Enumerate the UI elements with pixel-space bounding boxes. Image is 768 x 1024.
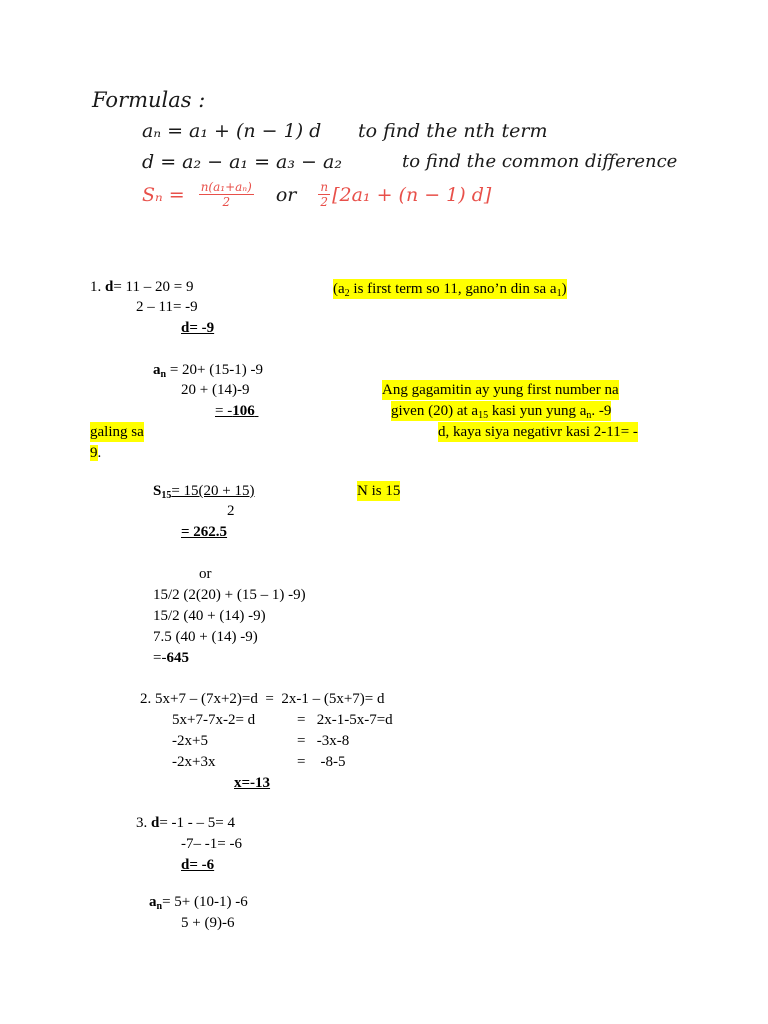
problem1-alt-result-value: 645 (166, 650, 189, 666)
problem1-alt-step1: 15/2 (2(20) + (15 – 1) -9) (153, 587, 306, 603)
sum-formula-fraction (199, 180, 254, 209)
problem2-line4-left: -2x+3x (172, 754, 216, 770)
problem1-note-line2-b: kasi yun yung a (488, 403, 587, 419)
problem2-line3-left: -2x+5 (172, 733, 208, 749)
problem1-note-line3-right: d, kaya siya negativr kasi 2-11= - (438, 424, 638, 440)
nth-term-formula: aₙ = a₁ + (n − 1) d (142, 120, 322, 142)
problem1-alt-step3: 7.5 (40 + (14) -9) (153, 629, 258, 645)
problem1-d-result: d= -9 (181, 320, 215, 336)
problem1-note-line1: Ang gagamitin ay yung first number na (382, 382, 619, 398)
problem2-line1: 2. 5x+7 – (7x+2)=d = 2x-1 – (5x+7)= d (140, 691, 385, 707)
problem1-an-subscript: n (160, 369, 167, 380)
problem3-d-expression: = -1 - – 5= 4 (159, 815, 236, 831)
sum-formula-or: or (275, 183, 297, 206)
problem1-note-line4-value: 9 (90, 445, 98, 461)
problem1-alt-result (153, 648, 189, 668)
problem2-line2-right: = 2x-1-5x-7=d (297, 712, 393, 728)
problem1-d-label: d (105, 279, 114, 295)
problem3-number: 3. (136, 815, 148, 831)
problem3-an-subscript: n (156, 901, 163, 912)
problem3-line1 (136, 813, 235, 833)
problem2-line4-right: = -8-5 (297, 754, 346, 770)
problem3-an-label: a (149, 894, 157, 910)
problem3-an-line (149, 892, 248, 912)
problem1-line1 (90, 277, 193, 297)
problem1-note-line2: given (20) at $a_{15}$ kasi yun yung $a_n$. -9 (391, 403, 612, 421)
problem3-an-step2: 5 + (9)-6 (181, 915, 235, 931)
problem1-s15-expression: = 15(20 + 15) (171, 483, 255, 499)
common-difference-formula: d = a₂ − a₁ = a₃ − a₂ (142, 151, 342, 173)
problem1-an-step2: 20 + (14)-9 (181, 382, 250, 398)
problem1-number: 1. (90, 279, 102, 295)
problem1-s15-line (153, 481, 255, 501)
problem1-s15-result: = 262.5 (181, 524, 228, 540)
problem3-d-label: d (151, 815, 160, 831)
problem1-note-line2-c: . -9 (591, 403, 612, 419)
problem3-d-result: d= -6 (181, 857, 215, 873)
problem1-note-line4-tail: . (97, 445, 102, 461)
problem1-alt-step2: 15/2 (40 + (14) -9) (153, 608, 266, 624)
sum-formula-alt-numerator: n (320, 180, 329, 194)
problem1-an-expression: = 20+ (15-1) -9 (166, 362, 263, 378)
problem2-result: x=-13 (234, 775, 271, 791)
problem1-note-n: N is 15 (357, 483, 401, 499)
sum-formula-numerator: n(a₁+aₙ) (200, 180, 252, 194)
sum-formula-lhs: Sₙ = (142, 183, 185, 206)
nth-term-description: to find the nth term (358, 120, 548, 142)
problem1-s15-label: S (153, 483, 162, 499)
sum-formula (142, 180, 491, 209)
problem1-an-result (215, 401, 258, 421)
problem1-an-line (153, 360, 263, 380)
problem1-an-result-eq: = - (215, 403, 233, 419)
sum-formula-denominator: 2 (222, 195, 231, 209)
problem1-an-label: a (153, 362, 161, 378)
problem2-line2-left: 5x+7-7x-2= d (172, 712, 256, 728)
problem1-alt-result-eq: =- (153, 650, 167, 666)
problem3-an-expression: = 5+ (10-1) -6 (162, 894, 248, 910)
problem3-line2: -7– -1= -6 (181, 836, 242, 852)
sum-formula-alt-expression: [2a₁ + (n − 1) d] (332, 183, 492, 206)
problem1-note-line4 (90, 443, 101, 463)
problem1-line2: 2 – 11= -9 (136, 299, 198, 315)
formulas-heading: Formulas : (92, 88, 206, 112)
problem1-note-line2-a: given (20) at a (391, 403, 479, 419)
common-difference-description: to find the common difference (402, 151, 678, 172)
problem1-s15-denominator: 2 (227, 503, 235, 519)
problem1-note-first-term-text: is first term so 11, gano’n din sa a (353, 281, 557, 297)
sum-formula-alt-fraction (318, 180, 330, 209)
problem1-note-line3-left: galing sa (90, 424, 144, 440)
problem1-or: or (199, 566, 212, 582)
problem1-note-first-term: ($a_2$ is first term so 11, gano’n din sa $a_1$) (333, 281, 567, 299)
problem1-an-result-value: 106 (232, 403, 255, 419)
problem2-line3-right: = -3x-8 (297, 733, 350, 749)
problem1-s15-subscript: 15 (161, 490, 172, 501)
sum-formula-alt-denominator: 2 (320, 195, 329, 209)
problem1-d-expression: = 11 – 20 = 9 (113, 279, 194, 295)
